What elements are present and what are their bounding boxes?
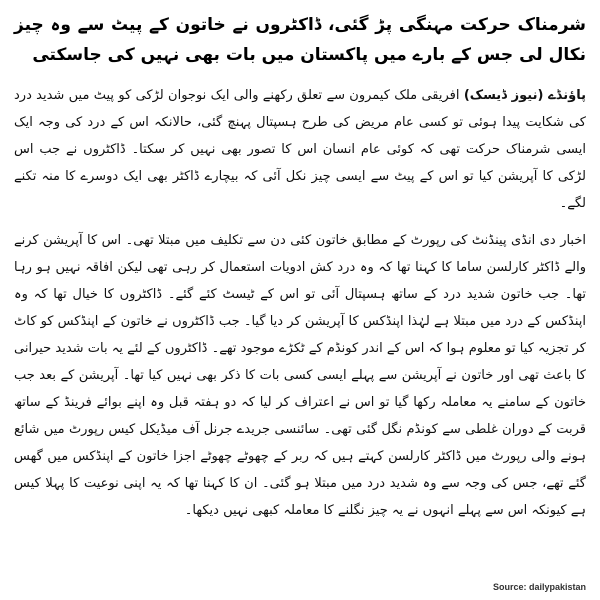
article-dateline: پاؤنڈے (نیوز ڈیسک) [463, 88, 586, 103]
article-paragraph-1-text: افریقی ملک کیمرون سے تعلق رکھنے والی ایک نوجوان لڑکی کو پیٹ میں شدید درد کی شکایت پیدا ہوئی تو کسی عام مریض کی طرح ہسپتال پہنچ گئی، حالانکہ اس کے درد کی وجہ ایک ایسی شرمناک حرکت تھی کہ کوئی عام انسان اس کا تصور بھی نہیں کر سکتا۔ ڈاکٹروں نے جب اس لڑکی کا آپریشن کیا تو اس کے پیٹ سے ایسی چیز نکل آئی کہ بیچارے ڈاکٹر بھی ایک دوسرے کا منہ تکنے لگے۔ [14, 88, 586, 211]
article-source: Source: dailypakistan [492, 582, 586, 592]
article-headline: شرمناک حرکت مہنگی پڑ گئی، ڈاکٹروں نے خاتون کے پیٹ سے وہ چیز نکال لی جس کے بارے میں پاکستان میں بات بھی نہیں کی جاسکتی [14, 15, 586, 65]
article-paragraph-2: اخبار دی انڈی پینڈنٹ کی رپورٹ کے مطابق خاتون کئی دن سے تکلیف میں مبتلا تھی۔ اس کا آپریشن کرنے والے ڈاکٹر کارلسن ساما کا کہنا تھا کہ وہ درد کش ادویات استعمال کر رہی تھی لیکن افاقہ نہیں ہو رہا تھا۔ جب خاتون شدید درد کے ساتھ ہسپتال آئی تو اس کے ٹیسٹ کئے گئے۔ ڈاکٹروں کا خیال تھا کہ وہ اپنڈکس کے درد میں مبتلا ہے لہٰذا اپنڈکس کا آپریشن کر دیا گیا۔ جب ڈاکٹروں نے خاتون کے اپنڈکس کو کاٹ کر تجزیہ کیا تو معلوم ہوا کہ اس کے اندر کونڈم کے ٹکڑے موجود تھے۔ ڈاکٹروں کے لئے یہ بات شدید حیرانی کا باعث تھی اور خاتون نے آپریشن سے پہلے ایسی کسی بات کا ذکر بھی نہیں کیا تھا۔ آپریشن کے بعد جب خاتون کے سامنے یہ معاملہ رکھا گیا تو اس نے اعتراف کر لیا کہ دو ہفتہ قبل وہ اپنے بوائے فرینڈ کے ساتھ قربت کے دوران غلطی سے کونڈم نگل گئی تھی۔ سائنسی جریدے جرنل آف میڈیکل کیس رپورٹ میں شائع ہونے والی رپورٹ میں ڈاکٹر کارلسن کہتے ہیں کہ ربر کے چھوٹے چھوٹے اجزا خاتون کے اپنڈکس میں گھس گئے تھے، جس کی وجہ سے وہ شدید درد میں مبتلا ہو گئی۔ ان کا کہنا تھا کہ یہ اپنی نوعیت کا پہلا کیس ہے کیونکہ اس سے پہلے انہوں نے یہ چیز نگلنے کا معاملہ کبھی نہیں دیکھا۔ [14, 233, 586, 518]
article-paragraph-1 [14, 82, 586, 217]
